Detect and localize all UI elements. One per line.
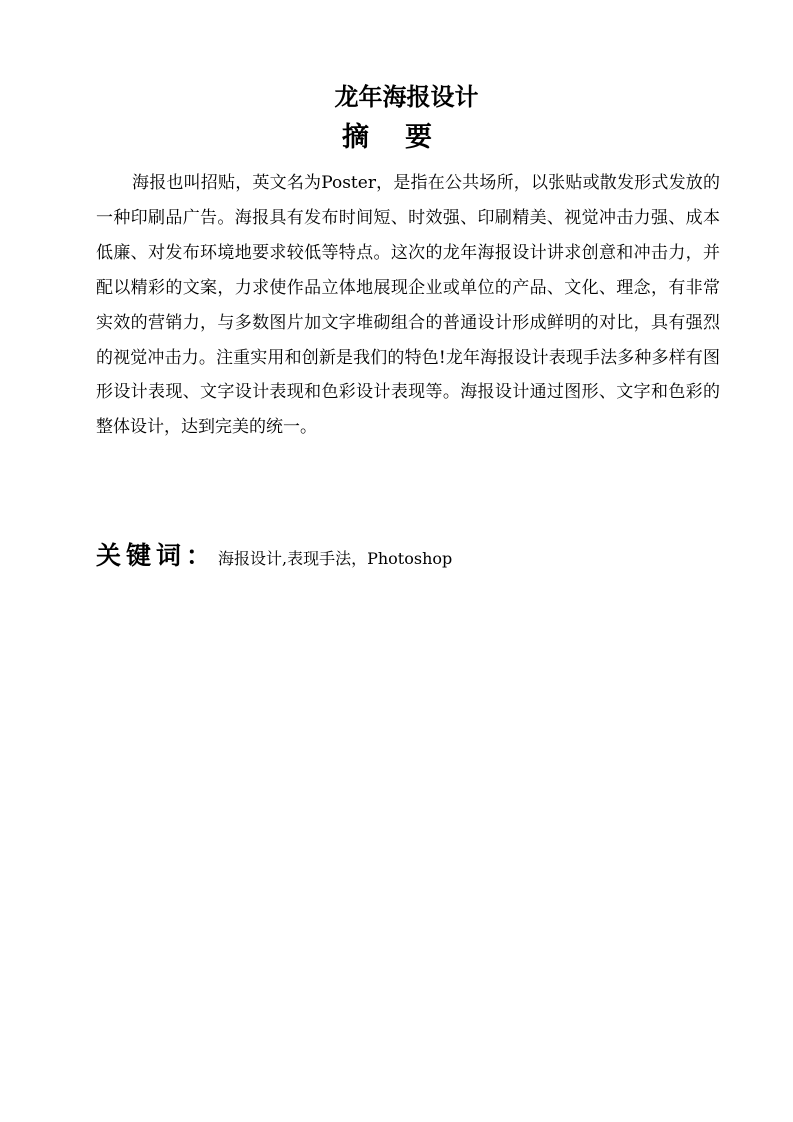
keywords-label: 关键词： <box>96 541 217 570</box>
abstract-body: 海报也叫招贴，英文名为Poster，是指在公共场所，以张贴或散发形式发放的一种印刷品广告。海报具有发布时间短、时效强、印刷精美、视觉冲击力强、成本低廉、对发布环境地要求较低等特点。这次的龙年海报设计讲求创意和冲击力，并配以精彩的文案，力求使作品立体地展现企业或单位的产品、文化、理念，有非常实效的营销力，与多数图片加文字堆砌组合的普通设计形成鲜明的对比，具有强烈的视觉冲击力。注重实用和创新是我们的特色!龙年海报设计表现手法多种多样有图形设计表现、文字设计表现和色彩设计表现等。海报设计通过图形、文字和色彩的整体设计，达到完美的统一。 <box>96 173 720 438</box>
keywords-row <box>96 536 452 572</box>
abstract-heading: 摘要 <box>342 122 468 153</box>
document-title: 龙年海报设计 <box>334 83 479 111</box>
keywords-value: 海报设计,表现手法，Photoshop <box>218 549 453 568</box>
